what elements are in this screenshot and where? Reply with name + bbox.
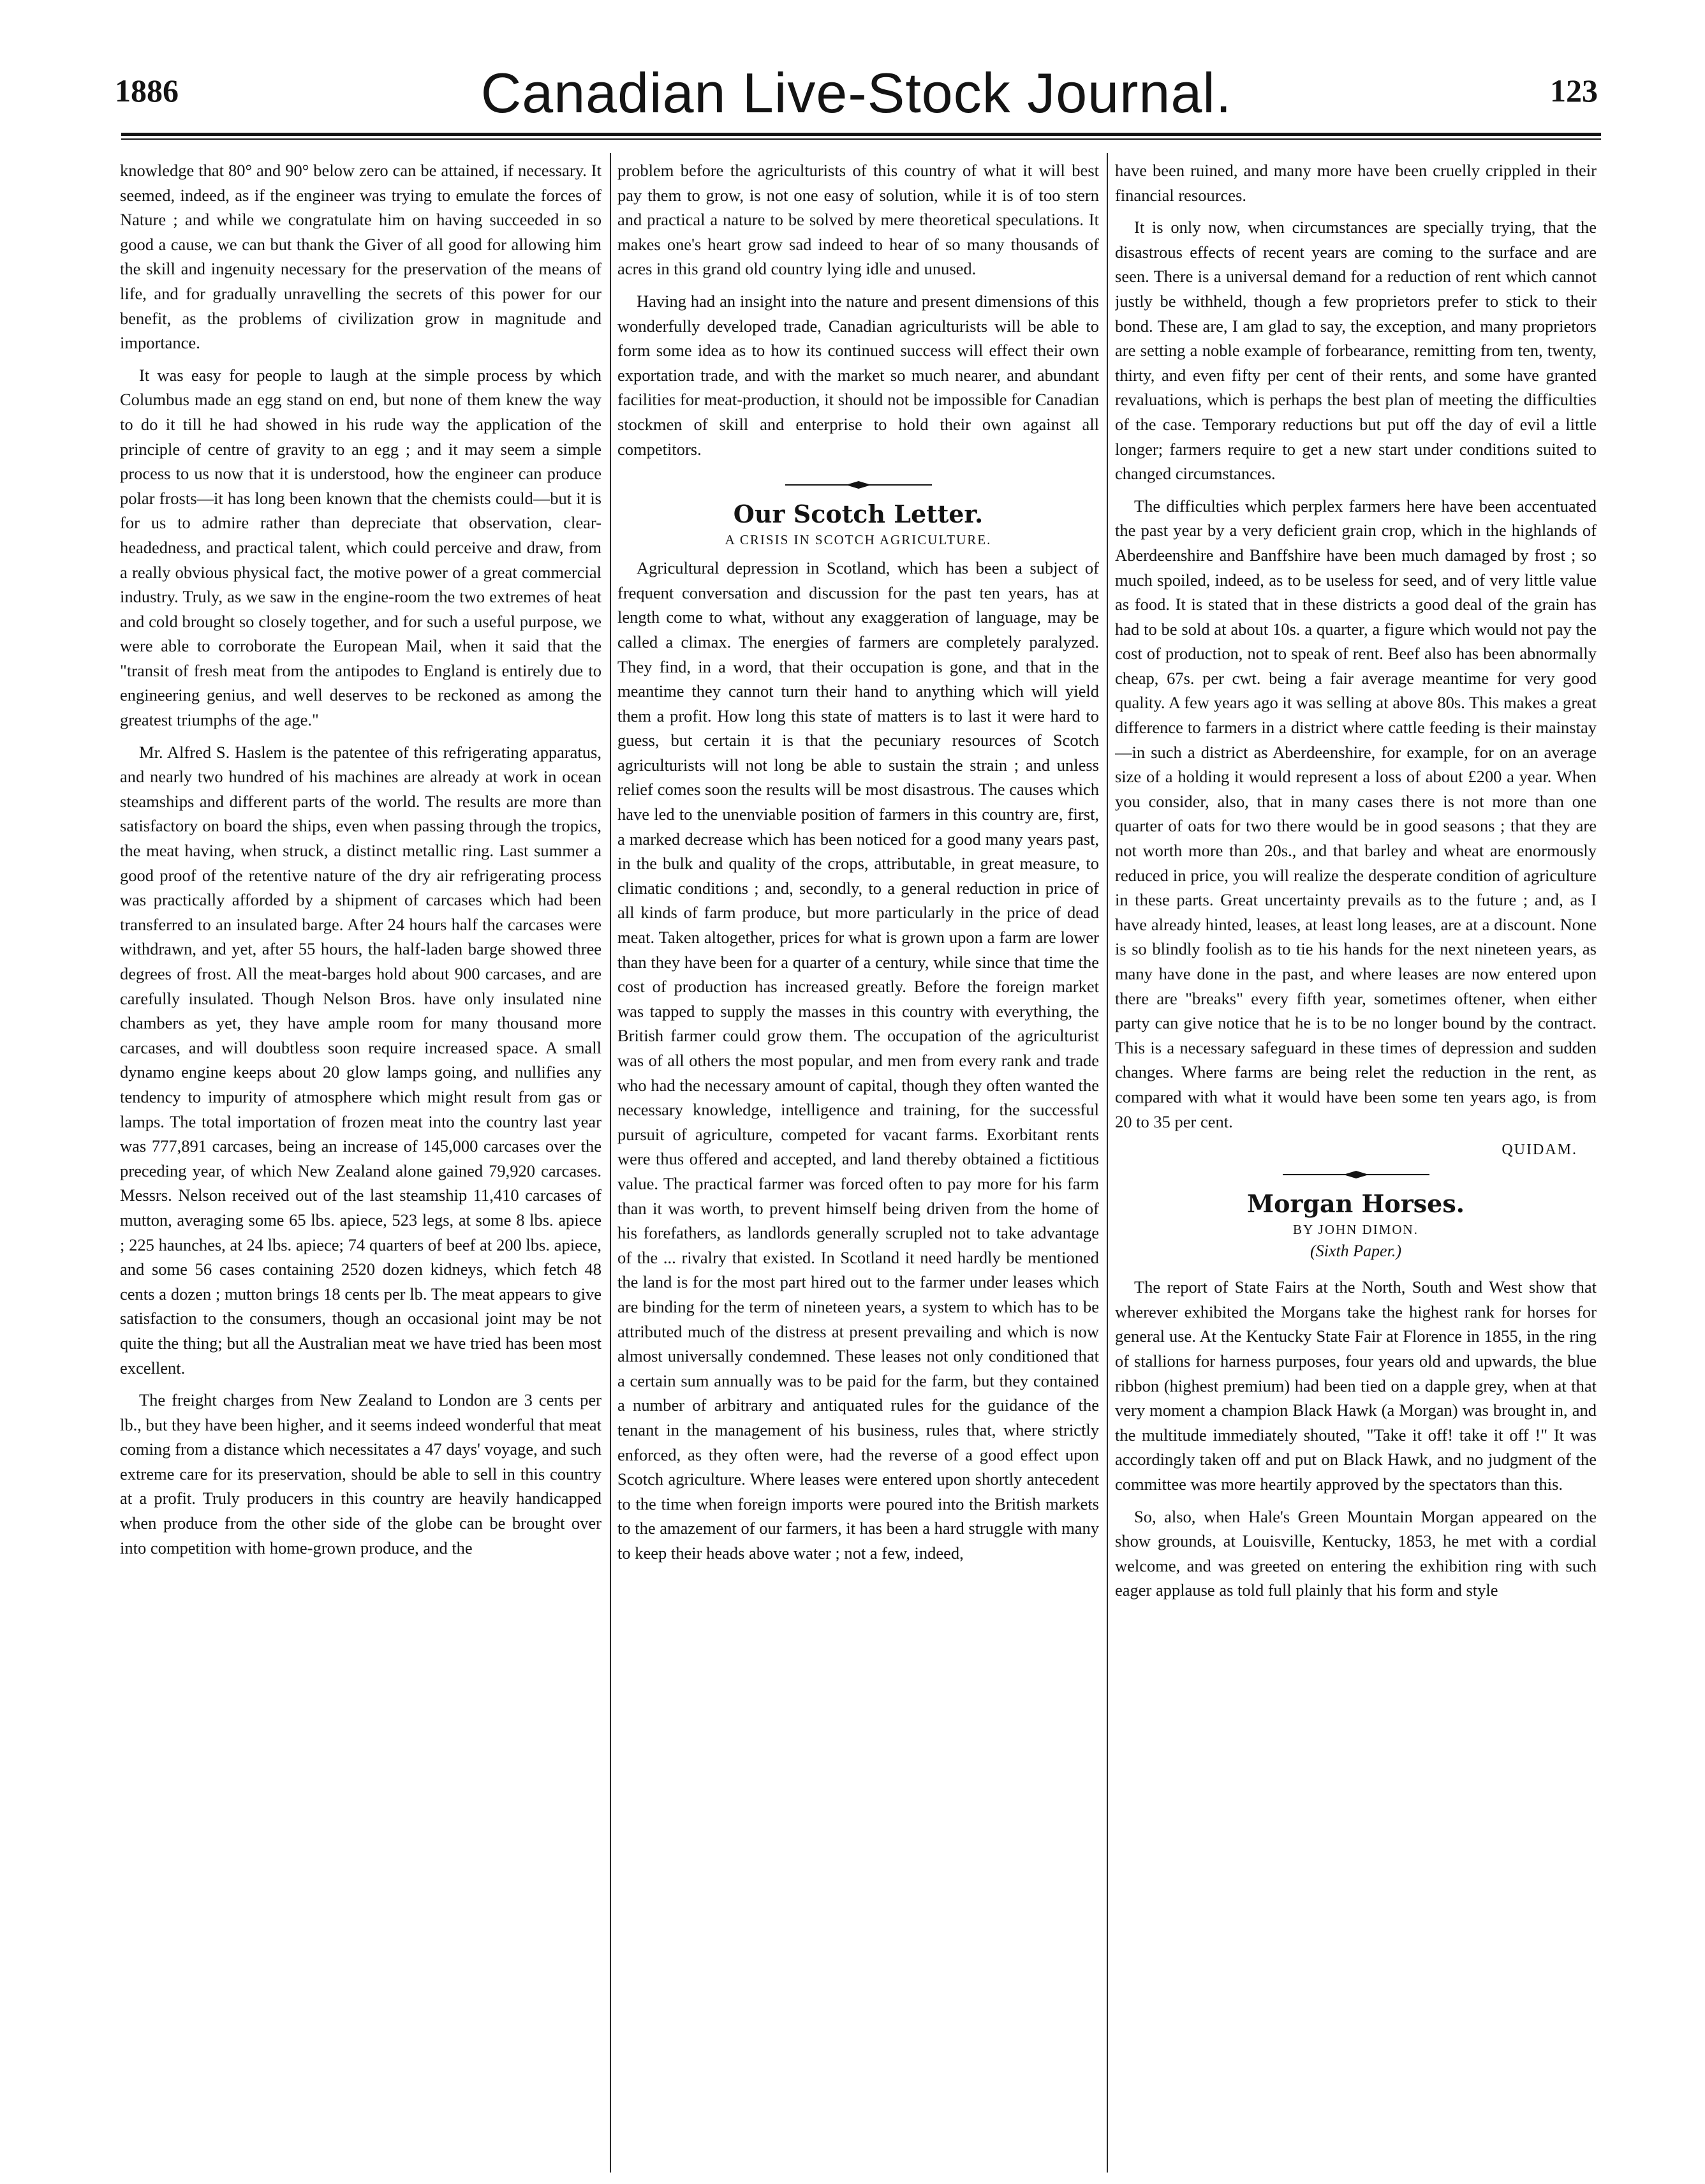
- paragraph: It is only now, when circumstances are specially trying, that the disastrous effects of recent years are coming to the surface and are seen. There is a universal demand for a reduction of rent which cannot justly be withheld, though a few proprietors prefer to stick to their bond. These are, I am glad to say, the exception, and many proprietors are setting a noble example of forbearance, remitting from ten, twenty, thirty, and even fifty per cent of their rents, and some have granted revaluations, which is perhaps the best plan of meeting the difficulties of the case. Temporary reductions but put off the day of evil a little longer; farmers require to get a new start under conditions suited to changed circumstances.: [1115, 218, 1597, 484]
- column-divider: [1107, 153, 1108, 2173]
- page-number: 123: [1550, 73, 1598, 108]
- paragraph: Having had an insight into the nature and present dimensions of this wonderfully developed trade, Canadian agriculturists will be able to form some idea as to how its continued success will effect their own exportation trade, and with the market so much nearer, and abundant facilities for meat-production, it should not be impossible for Canadian stockmen of skill and enterprise to hold their own against all competitors.: [617, 291, 1099, 459]
- paragraph: knowledge that 80° and 90° below zero can be attained, if necessary. It seemed, indeed, as if the engineer was trying to emulate the forces of Nature ; and while we congratulate him on having succeeded in so good a cause, we can but thank the Giver of all good for allowing him the skill and ingenuity necessary for the preservation of the means of life, and for gradually unravelling the secrets of this power for our benefit, as the problems of civilization grow in magnitude and importance.: [120, 161, 602, 353]
- paragraph: The difficulties which perplex farmers here have been accentuated the past year by a very deficient grain crop, which in the highlands of Aberdeenshire and Banffshire have been much damaged by frost ; so much spoiled, indeed, as to be useless for seed, and of very little value as food. It is stated that in these districts a good deal of the grain has had to be sold at about 10s. a quarter, a figure which would not pay the cost of production, not to speak of rent. Beef also has been abnormally cheap, 67s. per cwt. being a fair average meantime for very good quality. A few years ago it was selling at above 80s. This makes a great difference to farmers in a district where cattle feeding is their mainstay—in such a district as Aberdeenshire, for example, for on an average size of a holding it would represent a loss of about £200 a year. When you consider, also, that in many cases there is not more than one quarter of oats for two there would be in good seasons ; that they are not worth more than 20s., and that barley and wheat are enormously reduced in price, you will realize the desperate condition of agriculture in these parts. Great uncertainty prevails as to the future ; and, as I have already hinted, leases, at least long leases, are at a discount. None is so blindly foolish as to tie his hands for the next nineteen years, as many have done in the past, and where leases are now entered upon there are "breaks" every fifth year, sometimes oftener, when either party can give notice that he is to be no longer bound by the contract. This is a necessary safeguard in these times of depression and sudden changes. Where farms are being relet the reduction in the rent, as compared with what it would have been some ten years ago, is from 20 to 35 per cent.: [1115, 496, 1597, 1131]
- column-3: [1115, 158, 1597, 2168]
- section-ornament: [785, 480, 932, 489]
- section-ornament: [1283, 1170, 1429, 1179]
- paragraph: The freight charges from New Zealand to London are 3 cents per lb., but they have been higher, and it seems indeed wonderful that meat coming from a distance which necessitates a 47 days' voyage, and such extreme care for its preservation, should be able to sell in this country at a profit. Truly producers in this country are heavily handicapped when produce from the other side of the globe can be brought over into competition with home-grown produce, and the: [120, 1390, 602, 1557]
- paragraph: Mr. Alfred S. Haslem is the patentee of this refrigerating apparatus, and nearly two hundred of his machines are already at work in ocean steamships and different parts of the world. The results are more than satisfactory on board the ships, even when passing through the tropics, the meat having, when struck, a distinct metallic ring. Last summer a good proof of the retentive nature of the dry air refrigerating process was practically afforded by a shipment of carcases which had been transferred to an insulated barge. After 24 hours half the carcases were withdrawn, and yet, after 55 hours, the half-laden barge showed three degrees of frost. All the meat-barges hold about 900 carcases, and are carefully insulated. Though Nelson Bros. have only insulated nine chambers as yet, they have ample room for many thousand more carcases, and will doubtless soon require increased space. A small dynamo engine keeps about 20 glow lamps going, and nullifies any tendency to impurity of atmosphere which might result from gas or lamps. The total importation of frozen meat into the country last year was 777,891 carcases, being an increase of 145,000 carcases over the preceding year, of which New Zealand alone gained 79,920 carcases. Messrs. Nelson received out of the last steamship 11,410 carcases of mutton, averaging some 65 lbs. apiece, 523 legs, at some 8 lbs. apiece ; 225 haunches, at 24 lbs. apiece; 74 quarters of beef at 200 lbs. apiece, and some 56 cases containing 2520 dozen kidneys, which fetch 48 cents a dozen ; mutton brings 18 cents per lb. The meat appears to give satisfaction to the consumers, though an occasional joint may be not quite the thing; but all the Australian meat we have tried has been most excellent.: [120, 742, 602, 1378]
- paragraph: Agricultural depression in Scotland, which has been a subject of frequent conversation and discussion for the past ten years, has at length come to what, without any exaggeration of language, may be called a climax. The energies of farmers are completely paralyzed. They find, in a word, that their occupation is gone, and that in the meantime they cannot turn their hand to anything which will yield them a profit. How long this state of matters is to last it were hard to guess, but certain it is that the pecuniary resources of Scotch agriculturists will not long be able to sustain the strain ; and unless relief comes soon the results will be most disastrous. The causes which have led to the unenviable position of farmers in this country are, first, a marked decrease which has been noticed for a good many years past, in the bulk and quality of the crops, attributable, in great measure, to climatic conditions ; and, secondly, to a general reduction in price of all kinds of farm produce, but more particularly in the price of dead meat. Taken altogether, prices for what is grown upon a farm are lower than they have been for a quarter of a century, while since that time the cost of production has increased greatly. Before the foreign market was tapped to supply the masses in this country with everything, the British farmer could grow them. The occupation of the agriculturist was of all others the most popular, and men from every rank and trade who had the necessary amount of capital, though they often wanted the necessary knowledge, intelligence and training, for the successful pursuit of agriculture, competed for vacant farms. Exorbitant rents were thus offered and accepted, and land thereby obtained a fictitious value. The practical farmer was forced often to pay more for his farm than it was worth, to prevent himself being driven from the home of his forefathers, as landlords generally scrupled not to take advantage of the ... rivalry that existed. In Scotland it need hardly be mentioned the land is for the most part hired out to the farmer under leases which are binding for the term of nineteen years, a system to which has to be attributed much of the distress at present prevailing and which is now almost universally condemned. These leases not only conditioned that a certain sum annually was to be paid for the farm, but they contained a number of arbitrary and antiquated rules for the guidance of the tenant in the management of his business, rules that, where strictly enforced, as they often were, had the reverse of a good effect upon Scotch agriculture. Where leases were entered upon shortly antecedent to the time when foreign imports were poured into the British markets to the amazement of our farmers, it has been a hard struggle with many to keep their heads above water ; not a few, indeed,: [617, 558, 1099, 1563]
- column-2: [617, 158, 1099, 2168]
- paragraph: So, also, when Hale's Green Mountain Morgan appeared on the show grounds, at Louisville, Kentucky, 1853, he met with a cordial welcome, and was greeted on entering the exhibition ring with such eager applause as told full plainly that his form and style: [1115, 1506, 1597, 1600]
- header-year: 1886: [115, 73, 179, 108]
- page-header: [115, 61, 1598, 131]
- author-signature: QUIDAM.: [1502, 1141, 1577, 1159]
- article-subtitle: A CRISIS IN SCOTCH AGRICULTURE.: [725, 532, 992, 548]
- paragraph: have been ruined, and many more have been cruelly crippled in their financial resources.: [1115, 161, 1597, 205]
- paragraph: The report of State Fairs at the North, South and West show that wherever exhibited the Morgans take the highest rank for horses for general use. At the Kentucky State Fair at Florence in 1855, in the ring of stallions for harness purposes, four years old and upwards, the blue ribbon (highest premium) had been tied on a dapple grey, when at that very moment a champion Black Hawk (a Morgan) was brought in, and the multitude immediately shouted, "Take it off! take it off !" It was accordingly taken off and put on Black Hawk, and no judgment of the committee was more heartily approved by the spectators than this.: [1115, 1277, 1597, 1494]
- header-rule-thick: [121, 133, 1601, 136]
- column-divider: [610, 153, 611, 2173]
- paragraph: It was easy for people to laugh at the simple process by which Columbus made an egg stand on end, but none of them knew the way to do it till he had showed in his rude way the application of the principle of centre of gravity to an egg ; and it may seem a simple process to us now that it is understood, how the engineer can produce polar frosts—it has long been known that the chemists could—but it is for us to admire rather than depreciate that observation, clear-headedness, and practical talent, which could perceive and draw, from a really obvious physical fact, the motive power of a great commercial industry. Truly, as we saw in the engine-room the two extremes of heat and cold brought so closely together, and for such a useful purpose, we were able to corroborate the European Mail, when it said that the "transit of fresh meat from the antipodes to England is entirely due to engineering genius, and well deserves to be reckoned as among the greatest triumphs of the age.": [120, 365, 602, 730]
- paragraph: problem before the agriculturists of this country of what it will best pay them to grow, is not one easy of solution, while it is of too stern and practical a nature to be solved by mere theoretical speculations. It makes one's heart grow sad indeed to hear of so many thousands of acres in this grand old country lying idle and unused.: [617, 161, 1099, 279]
- article-title: Morgan Horses.: [1247, 1189, 1465, 1219]
- article-title: Our Scotch Letter.: [733, 500, 984, 529]
- article-byline: BY JOHN DIMON.: [1293, 1222, 1419, 1238]
- header-rule-thin: [121, 138, 1601, 140]
- journal-title: Canadian Live-Stock Journal.: [480, 61, 1232, 124]
- column-1: [120, 158, 602, 2168]
- article-series-note: (Sixth Paper.): [1310, 1242, 1401, 1261]
